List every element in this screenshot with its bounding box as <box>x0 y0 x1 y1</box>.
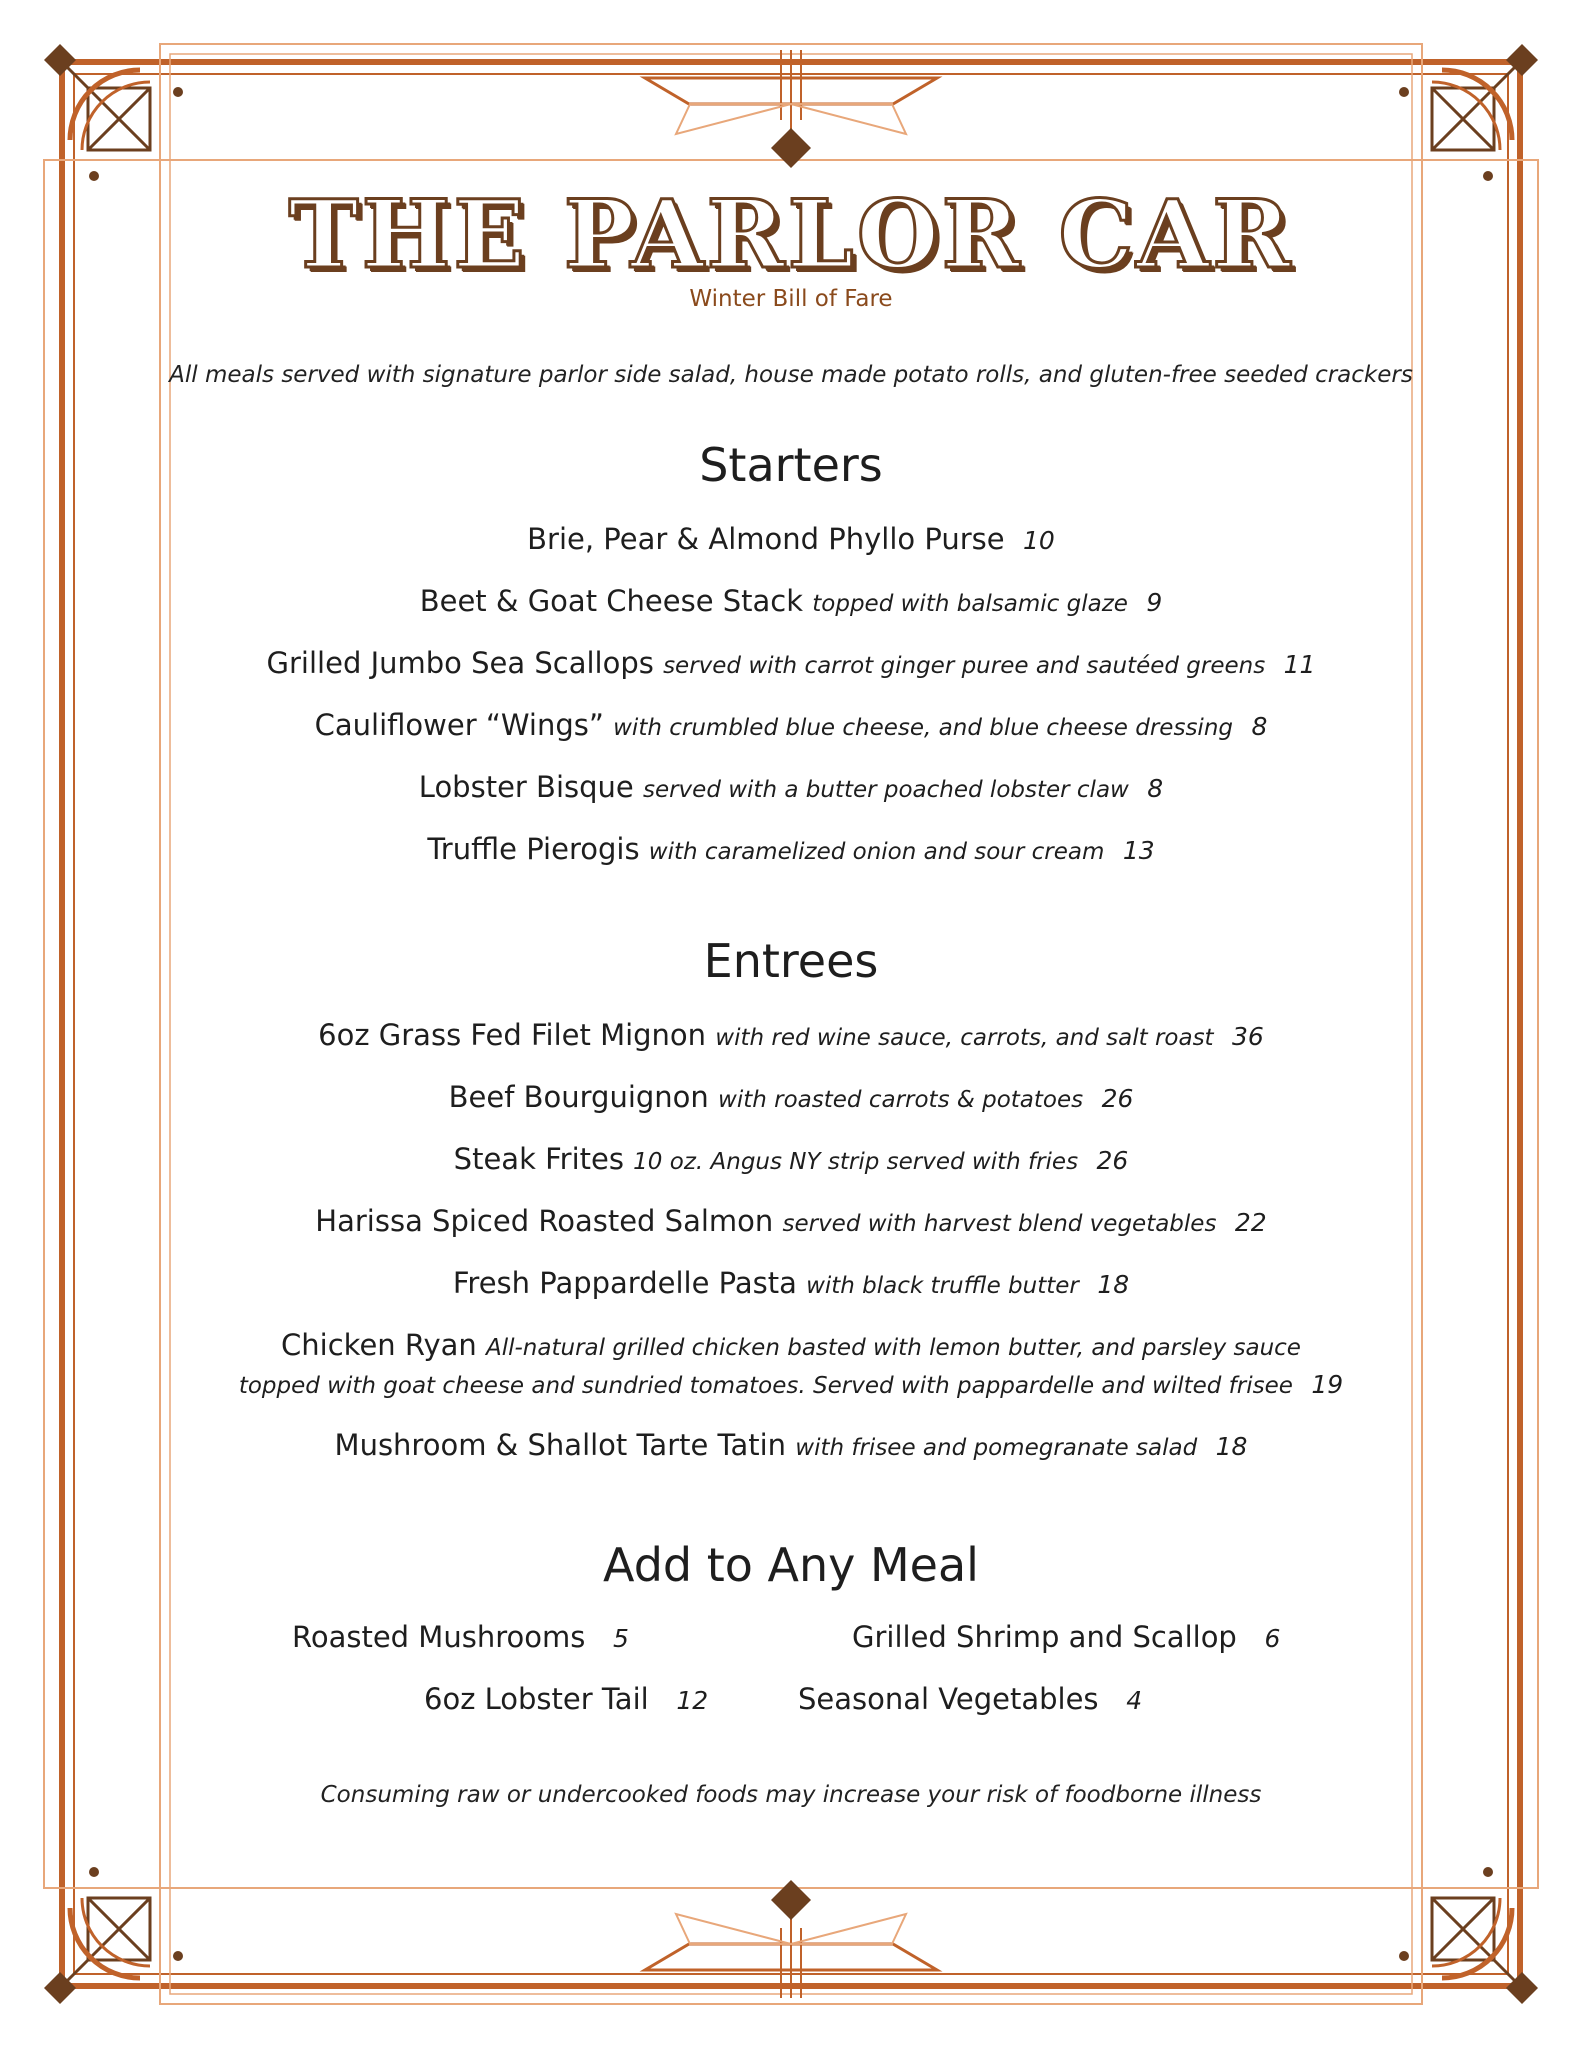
addon-name: Seasonal Vegetables <box>798 1682 1099 1716</box>
menu-item <box>0 706 1582 747</box>
addon-name: 6oz Lobster Tail <box>424 1682 649 1716</box>
addon-item <box>798 1682 1142 1716</box>
menu-item <box>0 644 1582 685</box>
item-price: 26 <box>1101 1084 1134 1113</box>
item-price: 11 <box>1283 650 1316 679</box>
menu-item <box>0 1426 1582 1467</box>
item-description: All-natural grilled chicken basted with lemon butter, and parsley sauce <box>485 1335 1301 1361</box>
addon-price: 6 <box>1264 1624 1281 1653</box>
item-description: 10 oz. Angus NY strip served with fries <box>633 1149 1079 1175</box>
menu-item <box>0 520 1582 560</box>
item-price: 19 <box>1311 1370 1344 1399</box>
menu-item <box>0 830 1582 871</box>
top-center-ornament <box>645 50 937 168</box>
item-name: Beet & Goat Cheese Stack <box>419 584 804 618</box>
item-name: Cauliflower “Wings” <box>314 708 604 742</box>
item-price: 13 <box>1122 836 1155 865</box>
menu-subtitle: Winter Bill of Fare <box>689 286 893 312</box>
menu-item <box>0 582 1582 623</box>
menu-item-continued <box>0 1364 1582 1405</box>
item-name: Truffle Pierogis <box>427 832 640 866</box>
menu-item <box>0 1326 1582 1367</box>
item-price: 18 <box>1215 1432 1248 1461</box>
entrees-heading: Entrees <box>703 934 879 988</box>
item-name: Mushroom & Shallot Tarte Tatin <box>334 1428 787 1462</box>
item-name: Brie, Pear & Almond Phyllo Purse <box>527 522 1005 556</box>
item-description: with red wine sauce, carrots, and salt roast <box>715 1025 1214 1051</box>
bottom-center-ornament <box>645 1880 937 1998</box>
addon-name: Roasted Mushrooms <box>292 1620 586 1654</box>
item-name: Beef Bourguignon <box>448 1080 709 1114</box>
item-description: with roasted carrots & potatoes <box>718 1087 1084 1113</box>
item-name: Fresh Pappardelle Pasta <box>452 1266 797 1300</box>
menu-item <box>0 1078 1582 1119</box>
menu-item <box>0 1016 1582 1057</box>
item-price: 10 <box>1023 526 1055 555</box>
food-safety-warning: Consuming raw or undercooked foods may increase your risk of foodborne illness <box>320 1782 1262 1808</box>
item-description: with frisee and pomegranate salad <box>795 1435 1198 1461</box>
item-name: Steak Frites <box>453 1142 624 1176</box>
item-description: topped with goat cheese and sundried tomatoes. Served with pappardelle and wilted frisee <box>238 1373 1293 1399</box>
item-description: with black truffle butter <box>806 1273 1079 1299</box>
item-price: 36 <box>1232 1022 1264 1051</box>
menu-item <box>0 1140 1582 1181</box>
item-description: with caramelized onion and sour cream <box>648 839 1105 865</box>
item-description: topped with balsamic glaze <box>812 591 1128 617</box>
item-name: Harissa Spiced Roasted Salmon <box>315 1204 774 1238</box>
item-description: with crumbled blue cheese, and blue cheese dressing <box>613 715 1233 741</box>
item-price: 18 <box>1097 1270 1130 1299</box>
item-name: Grilled Jumbo Sea Scallops <box>266 646 654 680</box>
addon-price: 12 <box>676 1686 709 1715</box>
addons-heading: Add to Any Meal <box>603 1538 979 1592</box>
addon-item <box>852 1620 1280 1654</box>
addon-price: 4 <box>1126 1686 1143 1715</box>
menu-item <box>0 1202 1582 1243</box>
addon-item <box>292 1620 629 1654</box>
meal-note: All meals served with signature parlor side salad, house made potato rolls, and gluten-free seeded crackers <box>169 362 1413 388</box>
item-name: 6oz Grass Fed Filet Mignon <box>318 1018 707 1052</box>
item-price: 8 <box>1251 712 1268 741</box>
item-description: served with a butter poached lobster claw <box>642 777 1129 803</box>
item-name: Lobster Bisque <box>418 770 634 804</box>
menu-item <box>0 1264 1582 1305</box>
starters-heading: Starters <box>699 438 883 492</box>
item-name: Chicken Ryan <box>281 1328 477 1362</box>
item-price: 22 <box>1234 1208 1267 1237</box>
item-description: served with carrot ginger puree and sautéed greens <box>663 653 1266 679</box>
item-description: served with harvest blend vegetables <box>782 1211 1217 1237</box>
addon-item <box>424 1682 708 1716</box>
addon-name: Grilled Shrimp and Scallop <box>852 1620 1237 1654</box>
item-price: 26 <box>1096 1146 1129 1175</box>
item-price: 8 <box>1147 774 1164 803</box>
restaurant-title: THE PARLOR CAR <box>288 180 1294 290</box>
menu-item <box>0 768 1582 809</box>
addon-price: 5 <box>612 1624 629 1653</box>
item-price: 9 <box>1146 588 1163 617</box>
